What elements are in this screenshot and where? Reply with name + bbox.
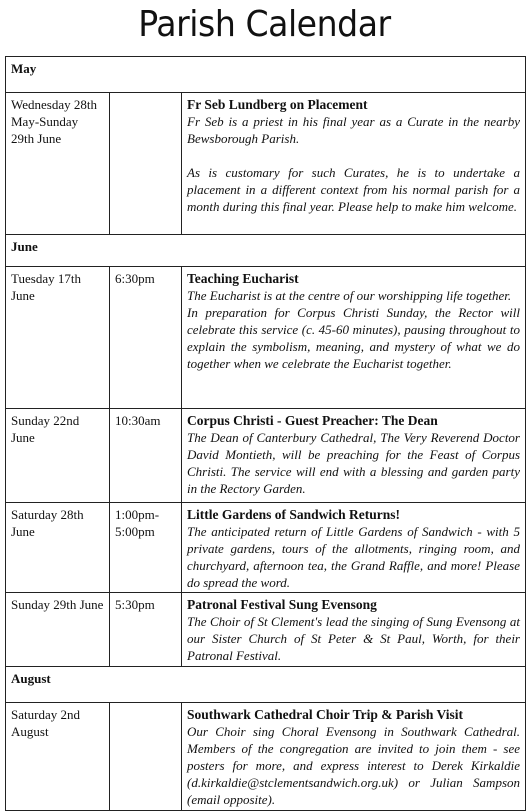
event-row (6, 503, 526, 593)
month-heading: August (6, 667, 526, 703)
event-description: The Choir of St Clement's lead the singing of Sung Evensong at our Sister Church of St Peter & St Paul, Worth, for their Patronal Festival. (187, 614, 520, 663)
event-row (6, 93, 526, 235)
event-row (6, 409, 526, 503)
event-title: Little Gardens of Sandwich Returns! (187, 507, 401, 522)
event-title: Southwark Cathedral Choir Trip & Parish Visit (187, 707, 464, 722)
event-description: As is customary for such Curates, he is to undertake a placement in a different context from his normal parish for a month during this final year. Please help to make him welcome. (187, 165, 520, 214)
event-date: Sunday 29th June (6, 593, 110, 667)
event-description: The Eucharist is at the centre of our worshipping life together. (187, 288, 512, 303)
event-row (6, 267, 526, 409)
event-date: Wednesday 28th May-Sunday 29th June (6, 93, 110, 235)
month-row-august (6, 667, 526, 703)
event-date: Saturday 2nd August (6, 703, 110, 811)
event-time: 5:30pm (110, 593, 182, 667)
event-date: Tuesday 17th June (6, 267, 110, 409)
page-title: Parish Calendar (138, 4, 391, 45)
month-row-june (6, 235, 526, 267)
event-details (182, 503, 526, 593)
event-details (182, 409, 526, 503)
event-title: Fr Seb Lundberg on Placement (187, 97, 368, 112)
event-time (110, 703, 182, 811)
event-title: Corpus Christi - Guest Preacher: The Dean (187, 413, 438, 428)
event-title: Teaching Eucharist (187, 271, 299, 286)
event-title: Patronal Festival Sung Evensong (187, 597, 377, 612)
month-row-may (6, 57, 526, 93)
month-heading: June (6, 235, 526, 267)
event-details (182, 93, 526, 235)
event-details (182, 593, 526, 667)
event-time (110, 93, 182, 235)
event-time: 1:00pm-5:00pm (110, 503, 182, 593)
event-date: Saturday 28th June (6, 503, 110, 593)
event-details (182, 267, 526, 409)
event-time: 10:30am (110, 409, 182, 503)
event-description: The Dean of Canterbury Cathedral, The Very Reverend Doctor David Montieth, will be preaching for the Feast of Corpus Christi. The service will end with a blessing and garden party in the Rectory Garden. (187, 430, 520, 496)
event-description: Fr Seb is a priest in his final year as a Curate in the nearby Bewsborough Parish. (187, 114, 520, 146)
month-heading: May (6, 57, 526, 93)
event-description: In preparation for Corpus Christi Sunday, the Rector will celebrate this service (c. 45-60 minutes), pausing throughout to explain the symbolism, meaning, and mystery of what we do together when we celebrate the Eucharist together. (187, 305, 520, 371)
event-time: 6:30pm (110, 267, 182, 409)
event-description: Our Choir sing Choral Evensong in Southwark Cathedral. Members of the congregation are invited to join them - see posters for more, and express interest to Derek Kirkaldie (d.kirkaldie@stclementsandwich.org.uk) or Julian Sampson (email opposite). (187, 724, 520, 807)
event-row (6, 703, 526, 811)
calendar-table (5, 56, 526, 811)
event-details (182, 703, 526, 811)
event-date: Sunday 22nd June (6, 409, 110, 503)
event-row (6, 593, 526, 667)
event-description: The anticipated return of Little Gardens of Sandwich - with 5 private gardens, tours of the allotments, ringing room, and churchyard, afternoon tea, the Grand Raffle, and more! Please do spread the word. (187, 524, 520, 590)
